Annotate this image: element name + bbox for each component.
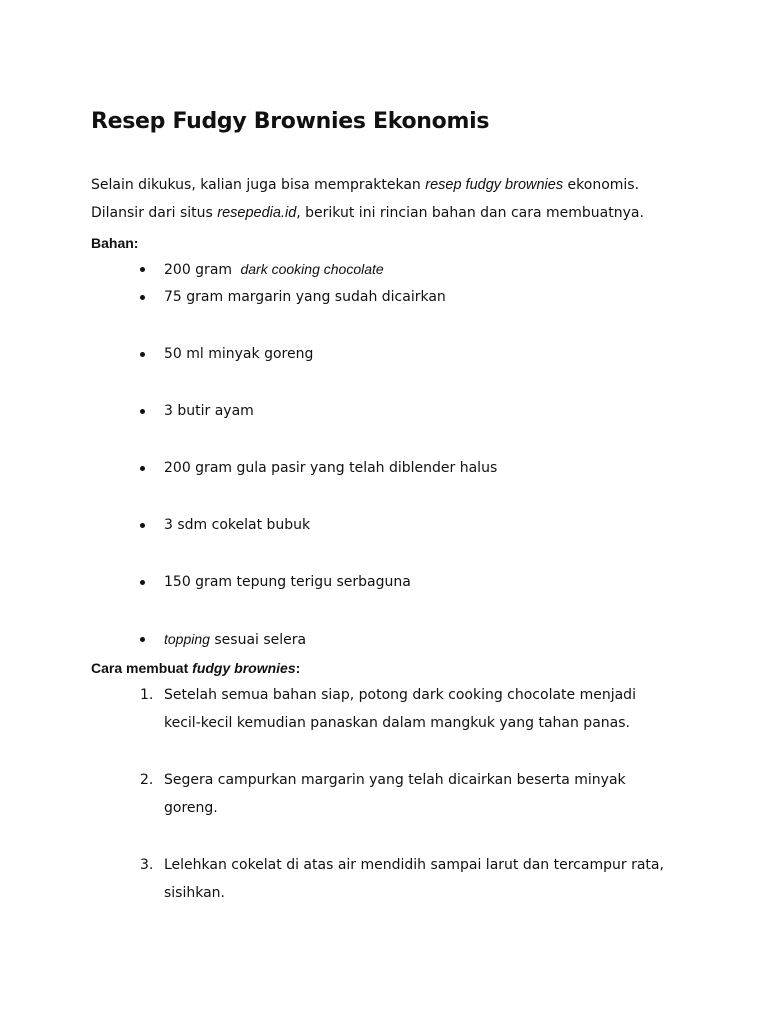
- ingredient-text-plain: sesuai selera: [209, 632, 307, 648]
- method-heading: [91, 658, 300, 678]
- ingredient-text-emphasis: topping: [164, 631, 210, 647]
- intro-line-1-emphasis: resep fudgy brownies: [425, 177, 564, 193]
- step-text: Lelehkan cokelat di atas air mendidih sampai larut dan tercampur rata, sisihkan.: [164, 857, 664, 901]
- bullet-icon: [140, 295, 145, 300]
- intro-line-2-text: Dilansir dari situs: [91, 205, 218, 221]
- step-text: Setelah semua bahan siap, potong dark cooking chocolate menjadi kecil-kecil kemudian panaskan dalam mangkuk yang tahan panas.: [164, 687, 636, 731]
- ingredient-text: 3 sdm cokelat bubuk: [164, 517, 311, 533]
- ingredient-text: 75 gram margarin yang sudah dicairkan: [164, 289, 446, 305]
- method-heading-text: Cara membuat: [91, 660, 193, 676]
- intro-line-2: [91, 203, 644, 223]
- ingredient-text: 200 gram gula pasir yang telah diblender halus: [164, 460, 498, 476]
- method-heading-emphasis: fudgy brownies: [192, 660, 296, 676]
- intro-line-1-tail: ekonomis.: [563, 177, 640, 193]
- method-heading-colon: :: [295, 660, 301, 676]
- bullet-icon: [140, 523, 145, 528]
- ingredient-text-emphasis: dark cooking chocolate: [240, 261, 384, 277]
- page-title: Resep Fudgy Brownies Ekonomis: [91, 109, 490, 134]
- step-number: 2.: [140, 772, 154, 788]
- step-number: 1.: [140, 687, 154, 703]
- intro-line-1: [91, 175, 639, 195]
- ingredient-text: [164, 259, 384, 280]
- bullet-icon: [140, 409, 145, 414]
- step-text: Segera campurkan margarin yang telah dicairkan beserta minyak goreng.: [164, 772, 626, 816]
- ingredient-text: 150 gram tepung terigu serbaguna: [164, 574, 411, 590]
- ingredient-text-plain: 200 gram: [164, 262, 237, 278]
- intro-line-2-emphasis: resepedia.id: [217, 205, 297, 221]
- bullet-icon: [140, 637, 145, 642]
- ingredient-text: 3 butir ayam: [164, 403, 254, 419]
- bullet-icon: [140, 466, 145, 471]
- ingredient-text: [164, 629, 306, 650]
- intro-line-1-text: Selain dikukus, kalian juga bisa mempraktekan: [91, 177, 426, 193]
- bullet-icon: [140, 580, 145, 585]
- bullet-icon: [140, 267, 145, 272]
- bullet-icon: [140, 352, 145, 357]
- step-number: 3.: [140, 857, 154, 873]
- ingredients-heading: Bahan:: [91, 235, 139, 251]
- intro-line-2-tail: , berikut ini rincian bahan dan cara membuatnya.: [296, 205, 644, 221]
- ingredient-text: 50 ml minyak goreng: [164, 346, 314, 362]
